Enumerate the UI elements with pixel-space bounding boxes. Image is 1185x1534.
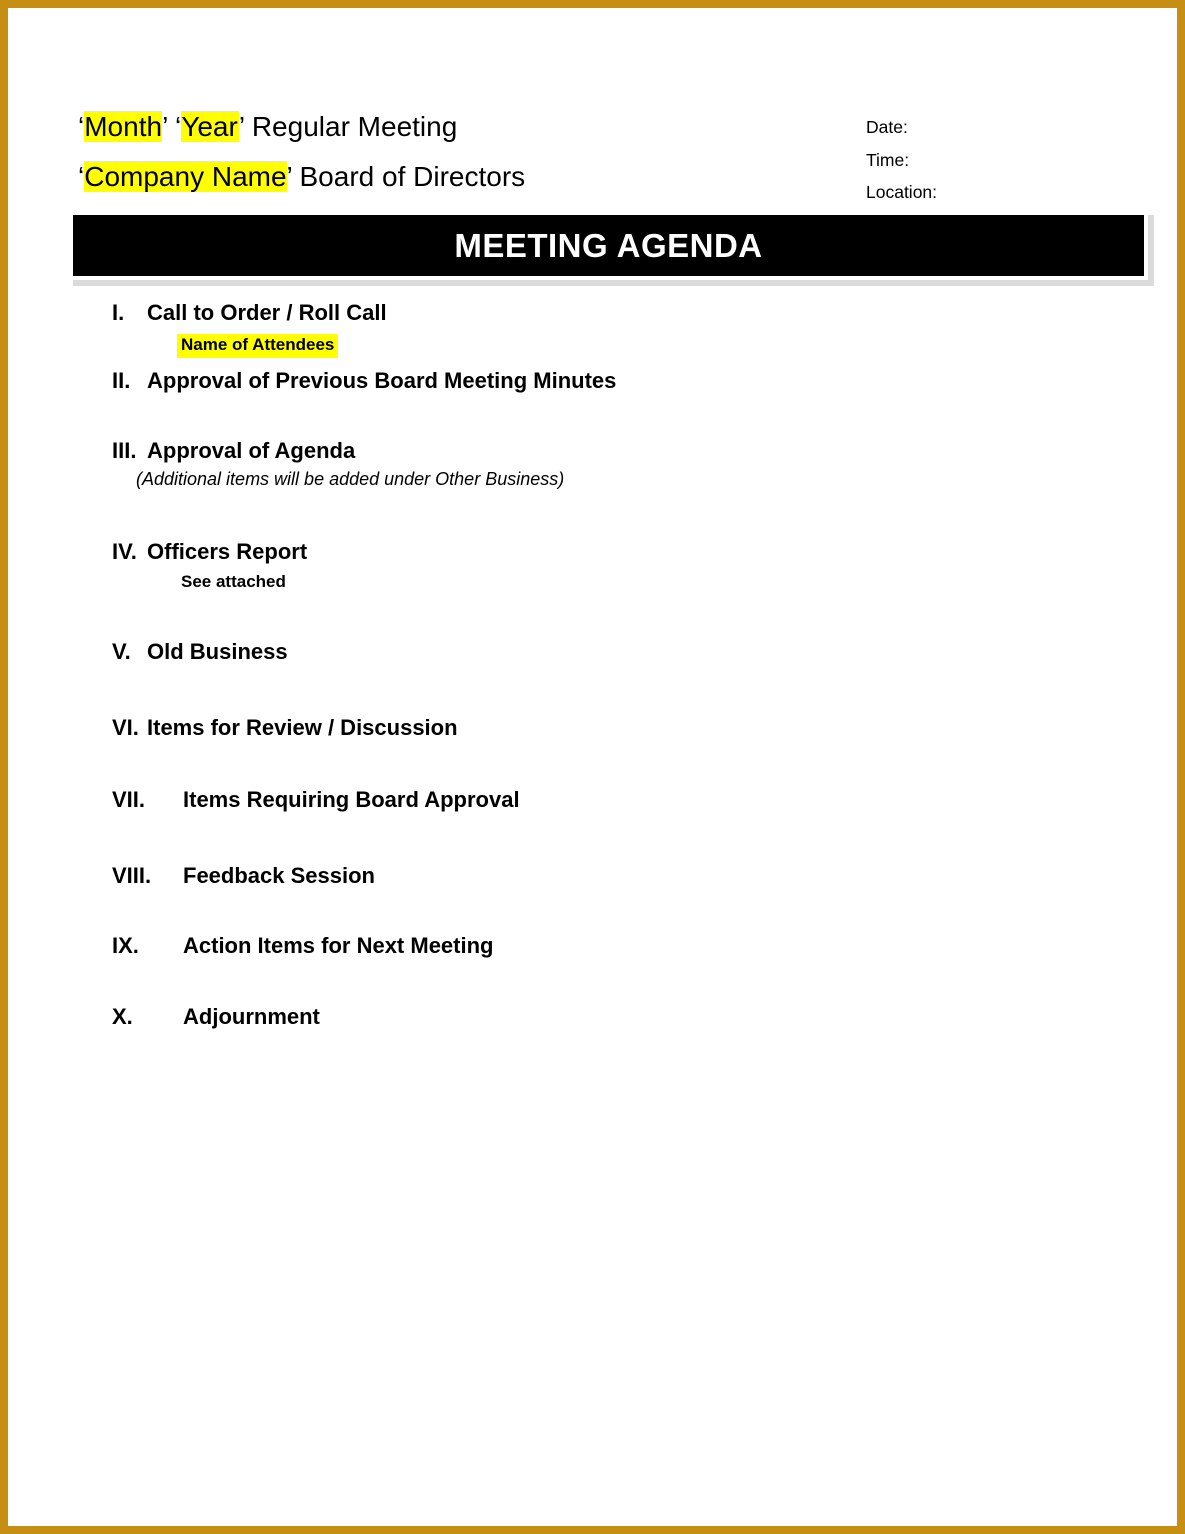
item-title: Approval of Previous Board Meeting Minutes: [147, 368, 617, 393]
item-numeral: V.: [112, 639, 131, 664]
agenda-item-call-to-order: [112, 300, 387, 326]
item-numeral: II.: [112, 368, 131, 393]
agenda-item-old-business: [112, 639, 288, 665]
agenda-item-officers-report: [112, 539, 307, 565]
banner-bar: [73, 215, 1144, 276]
date-label: Date:: [866, 117, 908, 137]
item-numeral: VII.: [112, 787, 146, 812]
item-numeral: VIII.: [112, 863, 152, 888]
banner-title: MEETING AGENDA: [454, 226, 763, 264]
month-placeholder: Month: [84, 111, 163, 142]
agenda-item-action-items: [112, 933, 493, 959]
agenda-item-adjournment: [112, 1004, 320, 1030]
item-numeral: IX.: [112, 933, 139, 958]
item-numeral: IV.: [112, 539, 137, 564]
item-title: Feedback Session: [183, 863, 375, 888]
agenda-item-items-requiring-approval: [112, 787, 520, 813]
header-line1-suffix: ’ Regular Meeting: [238, 111, 458, 142]
quote-text: ‘: [78, 111, 85, 142]
quote-text: ‘: [78, 161, 85, 192]
document-header-title: [78, 102, 525, 202]
agenda-item-approval-agenda: [112, 438, 355, 464]
item-title: Items Requiring Board Approval: [183, 787, 520, 812]
meeting-agenda-banner: [73, 215, 1154, 286]
item-title: Action Items for Next Meeting: [183, 933, 494, 958]
header-line-company: [78, 152, 525, 202]
location-label: Location:: [866, 182, 938, 202]
item-title: Old Business: [147, 639, 288, 664]
item-numeral: III.: [112, 438, 137, 463]
item-title: Officers Report: [147, 539, 308, 564]
header-line-meeting: [78, 102, 525, 152]
item-numeral: X.: [112, 1004, 133, 1029]
item-title: Call to Order / Roll Call: [147, 300, 387, 325]
item-title: Approval of Agenda: [147, 438, 356, 463]
item-title: Items for Review / Discussion: [147, 715, 458, 740]
year-placeholder: Year: [181, 111, 239, 142]
agenda-item-feedback-session: [112, 863, 375, 889]
item-numeral: I.: [112, 300, 125, 325]
item-numeral: VI.: [112, 715, 139, 740]
company-name-placeholder: Company Name: [84, 161, 287, 192]
agenda-item-items-for-review: [112, 715, 458, 741]
sub-item-name-of-attendees: Name of Attendees: [177, 334, 338, 358]
header-meta-block: [866, 111, 937, 209]
header-line2-suffix: ’ Board of Directors: [286, 161, 526, 192]
item-title: Adjournment: [183, 1004, 320, 1029]
sub-item-additional-note: (Additional items will be added under Other Business): [136, 469, 565, 489]
quote-text: ’ ‘: [162, 111, 182, 142]
agenda-item-approval-minutes: [112, 368, 616, 394]
time-label: Time:: [866, 149, 910, 170]
sub-item-see-attached: See attached: [181, 572, 286, 591]
